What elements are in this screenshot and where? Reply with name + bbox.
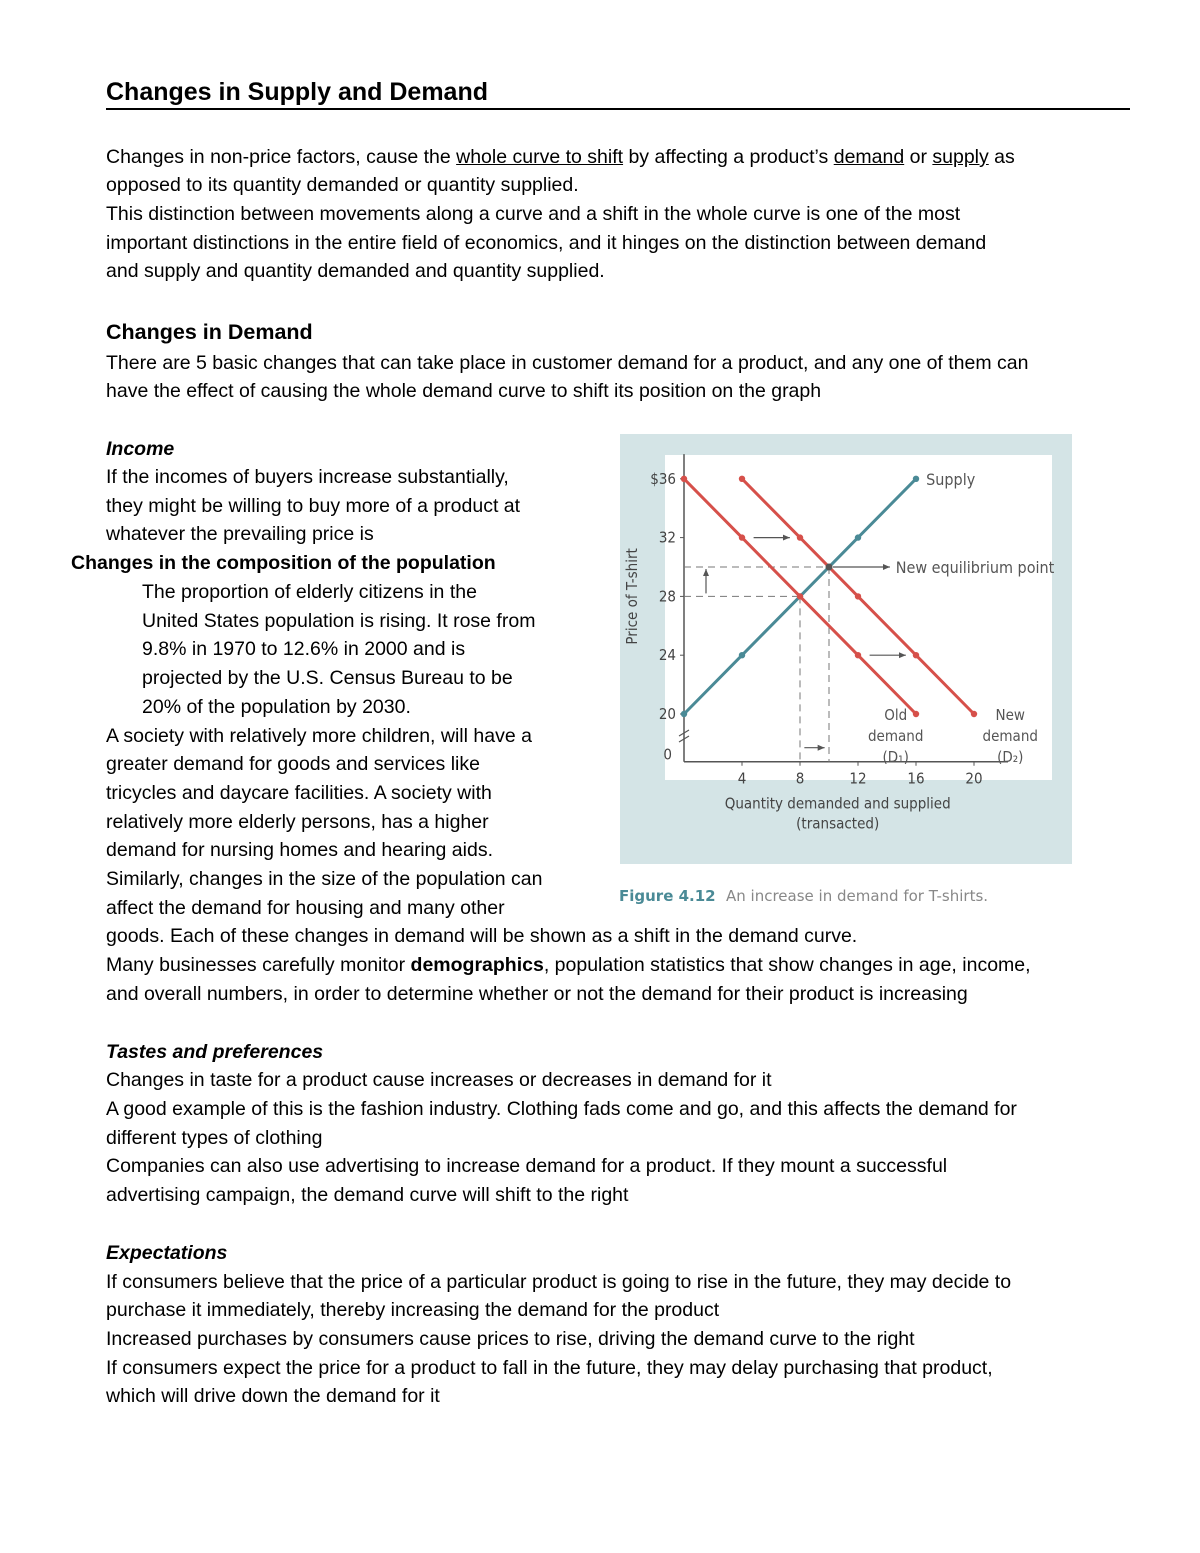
x-axis-title-line-2: (transacted) <box>796 814 880 833</box>
expectations-line-1: If consumers believe that the price of a particular product is going to rise in the future, they may decide to <box>106 1271 1012 1293</box>
new-demand-curve-point <box>797 534 803 540</box>
population-indent-1: The proportion of elderly citizens in the <box>142 581 477 603</box>
x-axis-title: Quantity demanded and supplied <box>724 794 951 813</box>
old-demand-label: Old <box>884 706 908 724</box>
intro-text: or <box>904 146 933 168</box>
income-line-2: they might be willing to buy more of a product at <box>106 495 521 517</box>
intro-line-5: and supply and quantity demanded and quantity supplied. <box>106 260 605 282</box>
x-tick-label: 16 <box>907 769 925 788</box>
origin-label: 0 <box>663 745 672 764</box>
tastes-line-3: different types of clothing <box>106 1127 323 1149</box>
intro-line-1 <box>106 143 1015 172</box>
x-tick-label: 8 <box>795 769 805 788</box>
population-text: Many businesses carefully monitor <box>106 954 411 976</box>
expectations-line-2: purchase it immediately, thereby increasing the demand for the product <box>106 1299 720 1321</box>
figure-caption-text: An increase in demand for T-shirts. <box>726 887 989 905</box>
supply-demand-chart <box>606 428 1080 908</box>
tastes-line-1: Changes in taste for a product cause increases or decreases in demand for it <box>106 1069 772 1091</box>
new-demand-curve-point <box>739 476 745 482</box>
population-line-8: goods. Each of these changes in demand will be shown as a shift in the demand curve. <box>106 925 858 947</box>
population-line-2: greater demand for goods and services like <box>106 753 480 775</box>
x-tick-label: 4 <box>737 769 747 788</box>
population-line-1: A society with relatively more children, will have a <box>106 725 532 747</box>
underlined-term: demand <box>833 146 905 168</box>
population-line-5: demand for nursing homes and hearing aids. <box>106 839 493 861</box>
supply-curve-point <box>913 476 919 482</box>
equilibrium-label: New equilibrium point <box>895 558 1055 577</box>
old-demand-curve-point <box>681 476 687 482</box>
section-heading-demand: Changes in Demand <box>106 320 313 344</box>
income-line-1: If the incomes of buyers increase substantially, <box>106 466 509 488</box>
intro-text: Changes in non-price factors, cause the <box>106 146 457 168</box>
population-text: , population statistics that show changes in age, income, <box>543 954 1031 976</box>
subheading-expectations: Expectations <box>106 1242 228 1264</box>
x-tick-label: 20 <box>965 769 983 788</box>
old-demand-label-line-3: (D₁) <box>882 748 909 766</box>
new-demand-curve-point <box>913 652 919 658</box>
population-indent-4: projected by the U.S. Census Bureau to be <box>142 667 513 689</box>
new-equilibrium-point <box>826 564 833 571</box>
supply-label: Supply <box>926 469 976 489</box>
old-demand-label-line-2: demand <box>867 727 924 745</box>
y-tick-label: 24 <box>658 646 676 665</box>
supply-curve-point <box>681 711 687 717</box>
old-demand-curve-point <box>739 534 745 540</box>
expectations-line-3: Increased purchases by consumers cause prices to rise, driving the demand curve to the right <box>106 1328 915 1350</box>
old-demand-curve-point <box>913 711 919 717</box>
new-demand-label-line-3: (D₂) <box>997 748 1024 766</box>
underlined-term: whole curve to shift <box>456 146 624 168</box>
supply-curve-point <box>855 534 861 540</box>
expectations-line-5: which will drive down the demand for it <box>106 1385 440 1407</box>
population-indent-3: 9.8% in 1970 to 12.6% in 2000 and is <box>142 638 466 660</box>
intro-line-2: opposed to its quantity demanded or quantity supplied. <box>106 174 579 196</box>
x-tick-label: 12 <box>849 769 867 788</box>
tastes-line-2: A good example of this is the fashion industry. Clothing fads come and go, and this affects the demand for <box>106 1098 1017 1120</box>
old-demand-curve-point <box>797 593 803 599</box>
income-line-3: whatever the prevailing price is <box>106 523 374 545</box>
y-tick-label: 28 <box>658 587 676 606</box>
population-line-10: and overall numbers, in order to determine whether or not the demand for their product is increasing <box>106 983 968 1005</box>
tastes-line-4: Companies can also use advertising to increase demand for a product. If they mount a successful <box>106 1155 948 1177</box>
supply-curve-point <box>739 652 745 658</box>
population-line-6: Similarly, changes in the size of the population can <box>106 868 543 890</box>
intro-text: as <box>988 146 1015 168</box>
y-tick-label: 20 <box>658 705 676 723</box>
old-demand-curve-point <box>855 652 861 658</box>
expectations-line-4: If consumers expect the price for a product to fall in the future, they may delay purchasing that product, <box>106 1357 993 1379</box>
population-indent-5: 20% of the population by 2030. <box>142 696 411 718</box>
y-tick-label: 32 <box>658 528 676 547</box>
new-demand-label: New <box>995 706 1025 724</box>
subheading-tastes: Tastes and preferences <box>106 1041 324 1063</box>
new-demand-curve-point <box>855 593 861 599</box>
intro-line-4: important distinctions in the entire field of economics, and it hinges on the distinction between demand <box>106 232 987 254</box>
new-demand-curve-point <box>971 711 977 717</box>
intro-line-3: This distinction between movements along a curve and a shift in the whole curve is one of the most <box>106 203 961 225</box>
population-line-3: tricycles and daycare facilities. A society with <box>106 782 492 804</box>
demand-line-2: have the effect of causing the whole demand curve to shift its position on the graph <box>106 380 822 402</box>
subheading-income: Income <box>106 438 175 460</box>
population-line-4: relatively more elderly persons, has a higher <box>106 811 489 833</box>
population-line-9 <box>106 951 1031 980</box>
underlined-term: supply <box>932 146 989 168</box>
intro-text: by affecting a product’s <box>623 146 834 168</box>
figure-caption-number: Figure 4.12 <box>619 887 716 905</box>
population-line-7: affect the demand for housing and many other <box>106 897 505 919</box>
new-demand-label-line-2: demand <box>982 727 1038 745</box>
tastes-line-5: advertising campaign, the demand curve will shift to the right <box>106 1184 629 1206</box>
population-indent-2: United States population is rising. It rose from <box>142 610 536 632</box>
y-tick-label: $36 <box>650 469 676 488</box>
y-axis-title: Price of T-shirt <box>623 548 641 645</box>
page-title: Changes in Supply and Demand <box>106 76 1130 110</box>
figure-4-12 <box>606 428 1080 908</box>
bold-term: demographics <box>410 954 544 976</box>
subheading-population: Changes in the composition of the population <box>71 552 496 574</box>
demand-line-1: There are 5 basic changes that can take place in customer demand for a product, and any one of them can <box>106 352 1029 374</box>
